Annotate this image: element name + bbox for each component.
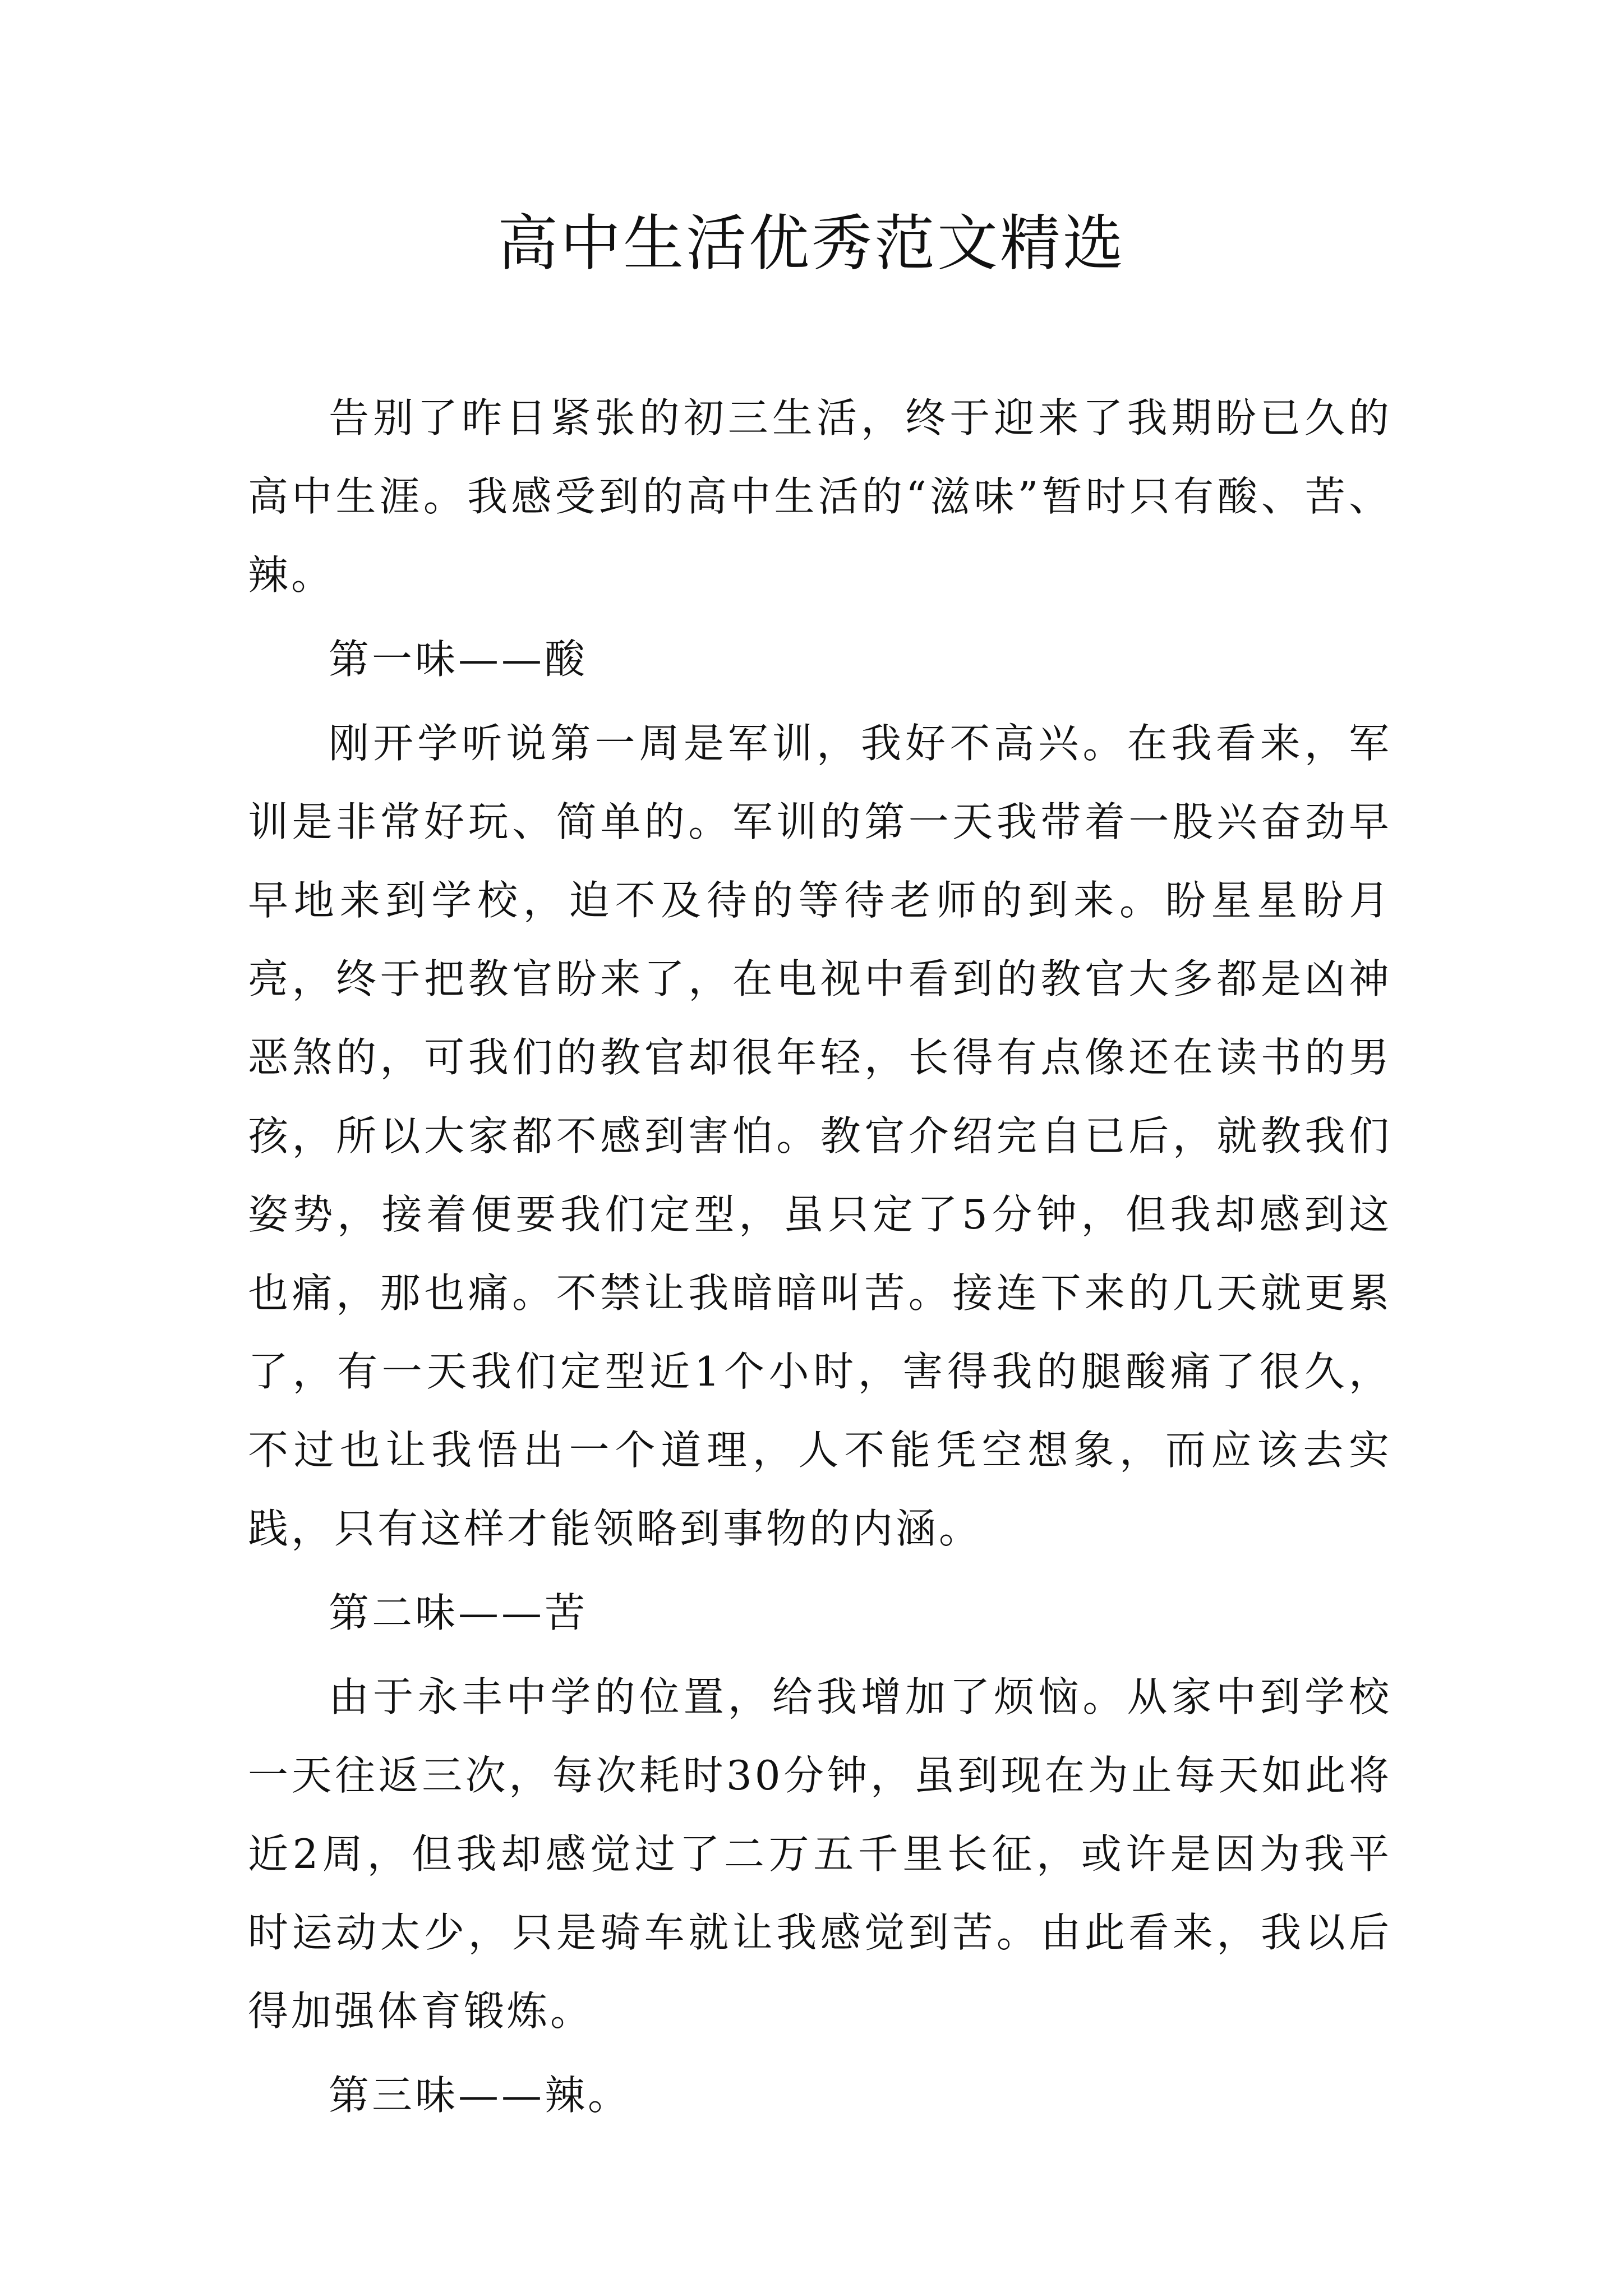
paragraph-intro: 告别了昨日紧张的初三生活，终于迎来了我期盼已久的高中生涯。我感受到的高中生活的“滋味”暂时只有酸、苦、辣。 — [248, 394, 1392, 599]
page-title: 高中生活优秀范文精选 — [497, 209, 1126, 279]
section-heading-bitter: 第二味——苦 — [329, 1589, 588, 1636]
paragraph-military-training: 刚开学听说第一周是军训，我好不高兴。在我看来，军训是非常好玩、简单的。军训的第一天我带着一股兴奋劲早早地来到学校，迫不及待的等待老师的到来。盼星星盼月亮，终于把教官盼来了，在电视中看到的教官大多都是凶神恶煞的，可我们的教官却很年轻，长得有点像还在读书的男孩，所以大家都不感到害怕。教官介绍完自已后，就教我们姿势，接着便要我们定型，虽只定了5分钟，但我却感到这也痛，那也痛。不禁让我暗暗叫苦。接连下来的几天就更累了，有一天我们定型近1个小时，害得我的腿酸痛了很久，不过也让我悟出一个道理，人不能凭空想象，而应该去实践，只有这样才能领略到事物的内涵。 — [248, 720, 1392, 1552]
section-heading-sour: 第一味——酸 — [329, 636, 588, 683]
section-heading-spicy: 第三味——辣。 — [329, 2072, 631, 2119]
paragraph-commute: 由于永丰中学的位置，给我增加了烦恼。从家中到学校一天往返三次，每次耗时30分钟，虽到现在为止每天如此将近2周，但我却感觉过了二万五千里长征，或许是因为我平时运动太少，只是骑车就让我感觉到苦。由此看来，我以后得加强体育锻炼。 — [248, 1673, 1392, 2035]
document-body — [248, 379, 1392, 2134]
